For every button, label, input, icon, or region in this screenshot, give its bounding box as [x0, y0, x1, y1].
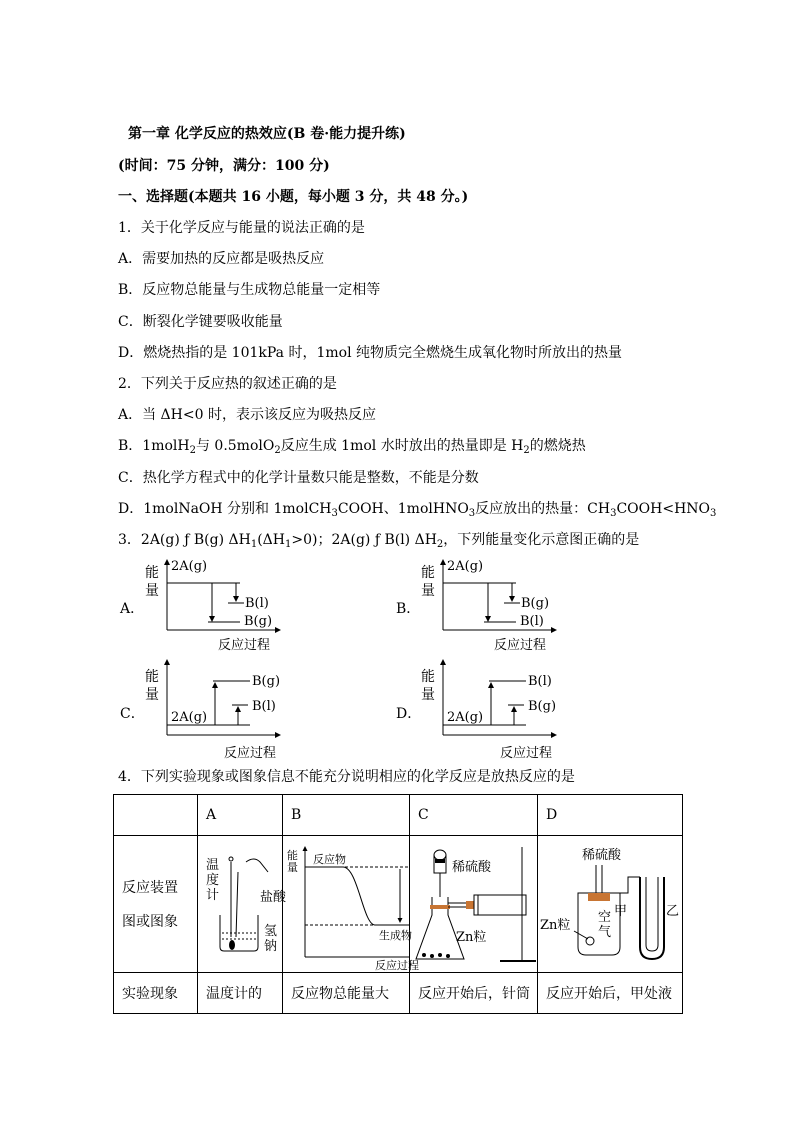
- q3-stem: 3．2A(g) ƒ B(g) $\Delta H_1(\Delta H_1>0)$；2A(g) ƒ B(l) $\Delta H_2$，下列能量变化示意图正确的是: [118, 532, 640, 550]
- reactant-label: 2A(g): [171, 559, 208, 574]
- upper-product-label: B(l): [528, 674, 552, 689]
- svg-text:稀硫酸: 稀硫酸: [582, 847, 622, 863]
- svg-text:反应物: 反应物: [313, 852, 346, 866]
- col-header-d: D: [538, 795, 683, 836]
- svg-text:量: 量: [287, 860, 298, 874]
- svg-text:乙: 乙: [666, 903, 680, 919]
- row-label-observation: 实验现象: [114, 973, 198, 1014]
- x-label: 反应过程: [218, 638, 271, 653]
- q3-diagram-c: [140, 655, 290, 763]
- x-label: 反应过程: [224, 746, 277, 761]
- lower-product-label: B(l): [520, 614, 544, 629]
- thermometer-beaker-figure: [198, 837, 287, 972]
- y-label-1: 能: [145, 565, 159, 581]
- svg-text:生成物: 生成物: [379, 928, 412, 942]
- q3-option-d-label: D．: [396, 706, 422, 722]
- reactant-label: 2A(g): [447, 710, 484, 725]
- q3-option-a-label: A．: [120, 601, 145, 617]
- observation-d: 反应开始后，甲处液: [538, 973, 683, 1014]
- col-header-b: B: [283, 795, 410, 836]
- svg-text:Zn粒: Zn粒: [540, 917, 571, 933]
- reactant-label: 2A(g): [171, 710, 208, 725]
- svg-text:钠: 钠: [264, 938, 278, 954]
- svg-text:甲: 甲: [614, 903, 628, 919]
- y-label-2: 量: [145, 687, 159, 703]
- q4-stem: 4．下列实验现象或图象信息不能充分说明相应的化学反应是放热反应的是: [118, 769, 575, 785]
- svg-text:反应过程: 反应过程: [375, 958, 419, 972]
- table-row: [114, 795, 683, 836]
- q1-stem: 1．关于化学反应与能量的说法正确的是: [118, 220, 365, 236]
- observation-a: 温度计的: [198, 973, 283, 1014]
- q3-diagram-d: [416, 655, 566, 763]
- svg-text:稀硫酸: 稀硫酸: [452, 859, 492, 875]
- q3-diagram-a: [140, 555, 290, 655]
- observation-c: 反应开始后，针筒: [410, 973, 538, 1014]
- lower-product-label: B(l): [252, 699, 276, 714]
- apparatus-a-cell: [198, 836, 287, 973]
- apparatus-c-cell: [410, 836, 538, 973]
- q2-option-d: D．1molNaOH 分别和 1molCH$_3$COOH、1molHNO$_3$反应放出的热量：$CH_3COOH<HNO_3$: [118, 501, 717, 519]
- u-tube-figure: [538, 837, 682, 972]
- x-label: 反应过程: [494, 638, 547, 653]
- q1-option-c: C．断裂化学键要吸收能量: [118, 314, 283, 330]
- q1-option-b: B．反应物总能量与生成物总能量一定相等: [118, 282, 381, 298]
- lower-product-label: B(g): [528, 699, 557, 714]
- y-label-2: 量: [421, 583, 435, 599]
- reactant-label: 2A(g): [447, 559, 484, 574]
- x-label: 反应过程: [500, 746, 553, 761]
- svg-text:空: 空: [598, 909, 612, 925]
- svg-text:计: 计: [206, 887, 220, 903]
- table-cell: [114, 795, 198, 836]
- y-label-1: 能: [421, 669, 435, 685]
- flask-syringe-figure: [410, 837, 537, 972]
- table-row: [114, 836, 683, 973]
- q2-option-c: C．热化学方程式中的化学计量数只能是整数，不能是分数: [118, 470, 479, 486]
- q1-option-a: A．需要加热的反应都是吸热反应: [118, 251, 325, 267]
- y-label-1: 能: [145, 669, 159, 685]
- apparatus-b-cell: [283, 836, 419, 973]
- observation-b: 反应物总能量大: [283, 973, 410, 1014]
- apparatus-d-cell: [538, 836, 683, 973]
- q2-option-b: B．1molH$_2$与 0.5molO$_2$反应生成 1mol 水时放出的热量即是 $H_2$的燃烧热: [118, 438, 586, 456]
- y-label-1: 能: [421, 565, 435, 581]
- upper-product-label: B(g): [252, 674, 281, 689]
- table-row: [114, 973, 683, 1014]
- q3-diagram-b: [416, 555, 566, 655]
- y-label-2: 量: [421, 687, 435, 703]
- q2-option-a: A．当 ΔH<0 时，表示该反应为吸热反应: [118, 407, 376, 423]
- svg-text:度: 度: [206, 872, 220, 888]
- q1-option-d: D．燃烧热指的是 101kPa 时，1mol 纯物质完全燃烧生成氧化物时所放出的热量: [118, 345, 623, 361]
- page-title: 第一章 化学反应的热效应(B 卷·能力提升练): [128, 126, 406, 142]
- q2-stem: 2．下列关于反应热的叙述正确的是: [118, 376, 337, 392]
- svg-text:气: 气: [598, 924, 612, 940]
- upper-product-label: B(l): [245, 596, 269, 611]
- q4-table: [113, 794, 683, 1014]
- col-header-c: C: [410, 795, 538, 836]
- lower-product-label: B(g): [244, 614, 273, 629]
- svg-text:Zn粒: Zn粒: [456, 929, 487, 945]
- energy-diagram-figure: [283, 837, 419, 972]
- upper-product-label: B(g): [521, 596, 550, 611]
- col-header-a: A: [198, 795, 283, 836]
- row-label-apparatus: 反应装置 图或图象: [114, 836, 198, 973]
- q3-option-c-label: C．: [120, 706, 145, 722]
- time-info: (时间：75 分钟，满分：100 分): [118, 158, 330, 174]
- svg-text:温: 温: [206, 857, 220, 873]
- q3-option-b-label: B．: [396, 601, 421, 617]
- svg-text:氢: 氢: [264, 923, 278, 939]
- svg-text:盐酸: 盐酸: [260, 889, 287, 905]
- section-heading: 一、选择题(本题共 16 小题，每小题 3 分，共 48 分。): [118, 189, 469, 205]
- svg-text:能: 能: [287, 848, 298, 862]
- y-label-2: 量: [145, 583, 159, 599]
